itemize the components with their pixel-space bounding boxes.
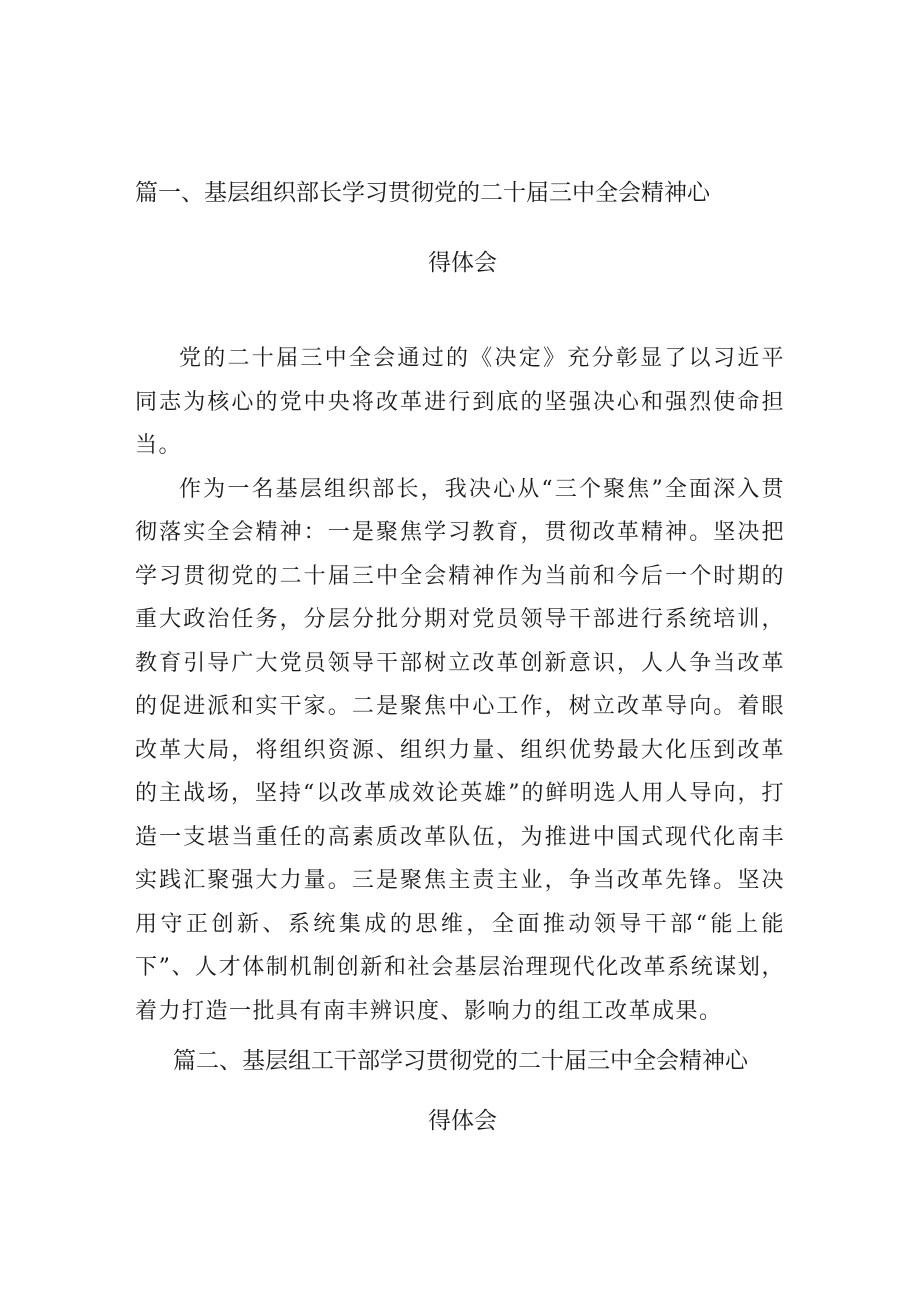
section1-paragraph-2: 作为一名基层组织部长，我决心从“三个聚焦”全面深入贯彻落实全会精神：一是聚焦学习教育，贯彻改革精神。坚决把学习贯彻党的二十届三中全会精神作为当前和今后一个时期的重大政治任务，分层分批分期对党员领导干部进行系统培训，教育引导广大党员领导干部树立改革创新意识，人人争当改革的促进派和实干家。二是聚焦中心工作，树立改革导向。着眼改革大局，将组织资源、组织力量、组织优势最大化压到改革的主战场，坚持“以改革成效论英雄”的鲜明选人用人导向，打造一支堪当重任的高素质改革队伍，为推进中国式现代化南丰实践汇聚强大力量。三是聚焦主责主业，争当改革先锋。坚决用守正创新、系统集成的思维，全面推动领导干部“能上能下”、人才体制机制创新和社会基层治理现代化改革系统谋划，着力打造一批具有南丰辨识度、影响力的组工改革成果。 (135, 476, 785, 1024)
section2-title-line2: 得体会 (428, 1108, 497, 1134)
section1-paragraph-1: 党的二十届三中全会通过的《决定》充分彰显了以习近平同志为核心的党中央将改革进行到底的坚强决心和强烈使命担当。 (135, 346, 785, 458)
section2-title-line1: 篇二、基层组工干部学习贯彻党的二十届三中全会精神心 (173, 1048, 748, 1074)
section1-title-line1: 篇一、基层组织部长学习贯彻党的二十届三中全会精神心 (135, 180, 710, 206)
section1-body (135, 337, 785, 1033)
section1-title-line2: 得体会 (428, 250, 497, 276)
